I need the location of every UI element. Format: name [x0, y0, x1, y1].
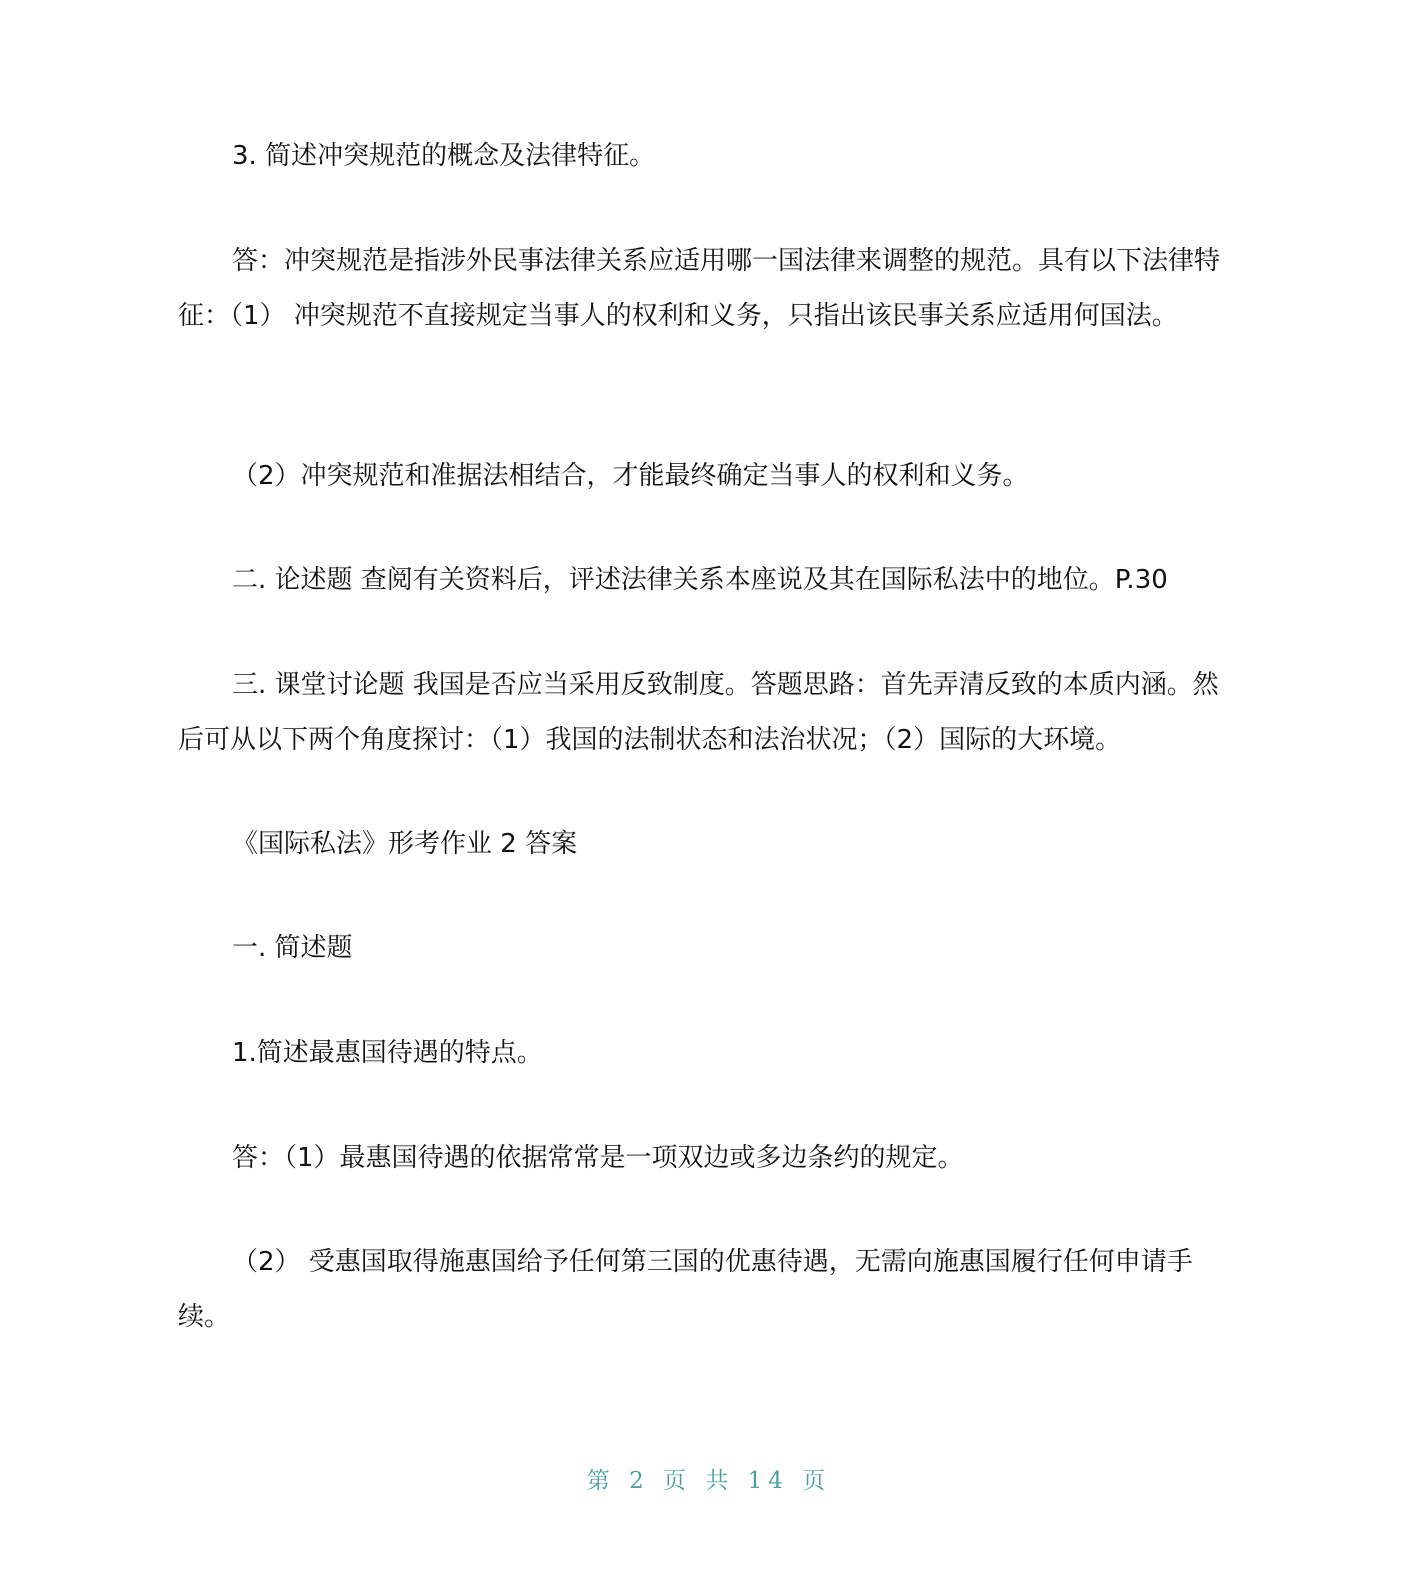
- answer-3-point-2: （2）冲突规范和准据法相结合，才能最终确定当事人的权利和义务。: [232, 461, 1029, 491]
- page-footer: 第 2 页 共 14 页: [586, 1468, 832, 1494]
- answer-1-point-1: 答：（1）最惠国待遇的依据常常是一项双边或多边条约的规定。: [232, 1143, 964, 1173]
- assignment-2-title: 《国际私法》形考作业 2 答案: [232, 829, 578, 859]
- essay-question: 二. 论述题 查阅有关资料后，评述法律关系本座说及其在国际私法中的地位。P.30: [232, 565, 1168, 595]
- question-1-heading: 1.简述最惠国待遇的特点。: [232, 1038, 543, 1068]
- answer-1-point-2: （2） 受惠国取得施惠国给予任何第三国的优惠待遇，无需向施惠国履行任何申请手续。: [178, 1247, 1193, 1332]
- section-heading-short-answer: 一. 简述题: [232, 933, 353, 963]
- question-3-heading: 3. 简述冲突规范的概念及法律特征。: [232, 141, 656, 171]
- discussion-question: 三. 课堂讨论题 我国是否应当采用反致制度。答题思路：首先弄清反致的本质内涵。然后可从以下两个角度探讨：（1）我国的法制状态和法治状况；（2）国际的大环境。: [178, 670, 1219, 755]
- answer-3-paragraph: 答：冲突规范是指涉外民事法律关系应适用哪一国法律来调整的规范。具有以下法律特征：（1） 冲突规范不直接规定当事人的权利和义务，只指出该民事关系应适用何国法。: [178, 246, 1221, 331]
